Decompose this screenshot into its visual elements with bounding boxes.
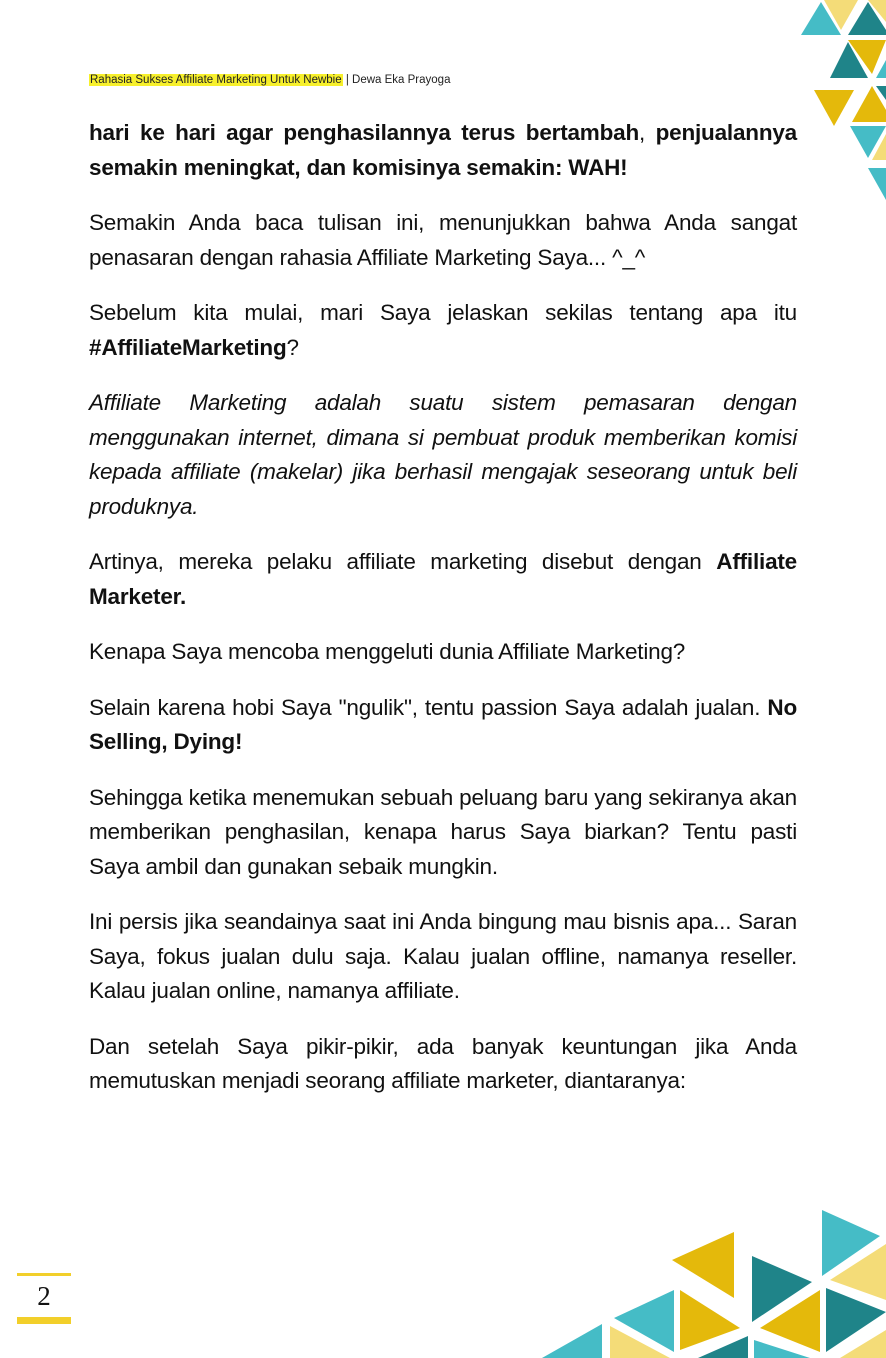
text: , [639, 120, 656, 145]
page-body [89, 116, 797, 1120]
text: Sehingga ketika menemukan sebuah peluang baru yang sekiranya akan memberikan penghasilan, kenapa harus Saya biarkan? Tentu pasti Saya ambil dan gunakan sebaik mungkin. [89, 784, 797, 879]
hashtag-text: #AffiliateMarketing [89, 334, 287, 360]
paragraph [89, 905, 797, 1009]
author-name: Dewa Eka Prayoga [352, 74, 451, 86]
paragraph [89, 206, 797, 275]
definition-text: Affiliate Marketing adalah suatu sistem pemasaran dengan menggunakan internet, dimana si pembuat produk memberikan komisi kepada affiliate (makelar) jika berhasil mengajak seseorang untuk beli produknya. [89, 390, 797, 519]
paragraph-intro [89, 116, 797, 185]
header-separator: | [342, 74, 353, 86]
text: Artinya, mereka pelaku affiliate marketing disebut dengan [89, 549, 717, 574]
definition-paragraph [89, 386, 797, 524]
text: Kenapa Saya mencoba menggeluti dunia Affiliate Marketing? [89, 639, 686, 664]
page-number-bar-bottom [17, 1317, 71, 1324]
text-bold: penjualannya semakin meningkat, dan komisinya semakin: WAH! [89, 120, 797, 180]
paragraph [89, 635, 797, 670]
text-bold: hari ke hari agar penghasilannya terus bertambah [89, 120, 640, 145]
page-number-bar-top [17, 1273, 71, 1276]
running-header [89, 73, 450, 87]
text: ? [286, 334, 299, 360]
paragraph [89, 1030, 797, 1099]
book-title: Rahasia Sukses Affiliate Marketing Untuk Newbie [90, 74, 342, 86]
triangle-pattern-bottom-right [530, 1200, 886, 1358]
text: Ini persis jika seandainya saat ini Anda bingung mau bisnis apa... Saran Saya, fokus jualan dulu saja. Kalau jualan offline, namanya reseller. Kalau jualan online, namanya affiliate. [89, 909, 797, 1003]
paragraph [89, 691, 797, 760]
text: Dan setelah Saya pikir-pikir, ada banyak keuntungan jika Anda memutuskan menjadi seorang affiliate marketer, diantaranya: [89, 1033, 797, 1093]
text: Semakin Anda baca tulisan ini, menunjukkan bahwa Anda sangat penasaran dengan rahasia Affiliate Marketing Saya... ^_^ [89, 210, 797, 270]
text-bold: No Selling, Dying! [89, 694, 797, 754]
paragraph [89, 296, 797, 365]
paragraph [89, 781, 797, 885]
text: Sebelum kita mulai, mari Saya jelaskan sekilas tentang apa itu [89, 300, 797, 325]
page-number: 2 [37, 1281, 51, 1311]
triangle-pattern-top-right [796, 0, 886, 210]
text-bold: Affiliate Marketer. [89, 549, 797, 609]
text: Selain karena hobi Saya "ngulik", tentu passion Saya adalah jualan. [89, 694, 768, 720]
paragraph [89, 545, 797, 614]
